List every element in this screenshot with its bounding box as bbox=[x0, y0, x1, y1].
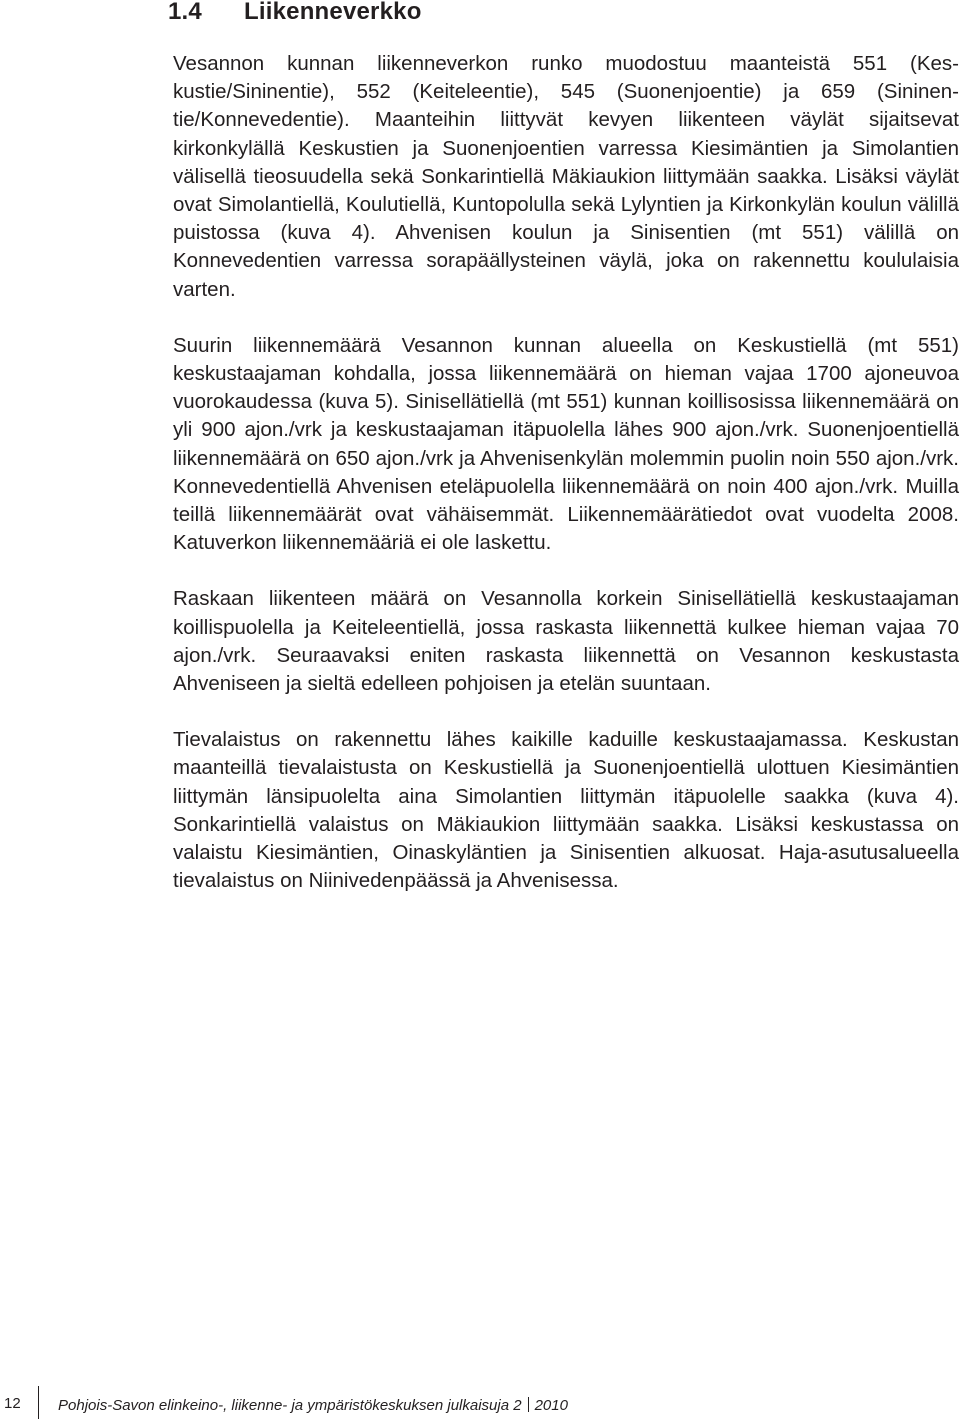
paragraph-street-lighting: Tievalaistus on rakennettu lähes kaikille kaduille keskustaajamassa. Keskustan maanteillä tievalaistusta on Keskustiellä ja Suonenjoentiellä ulottuen Kiesimäntien liittymän länsipuolelta aina Simolantien liittymän itäpuolelle saakka (kuva 4). Sonkarintiellä valaistus on Mäkiaukion liittymään saakka. Lisäksi keskustassa on valaistu Kiesimäntien, Oinaskyläntien ja Sinisentien alkuosat. Haja-asutusalueella tievalaistus on Niinivedenpäässä ja Ahvenisessa. bbox=[173, 728, 959, 893]
issue-number: 2 bbox=[513, 1397, 522, 1414]
publication-name: Pohjois-Savon elinkeino-, liikenne- ja ympäristökeskuksen julkaisuja bbox=[58, 1397, 510, 1414]
footer-divider bbox=[38, 1386, 39, 1419]
section-title: Liikenneverkko bbox=[244, 0, 422, 25]
section-number: 1.4 bbox=[168, 0, 202, 25]
paragraph-heavy-traffic: Raskaan liikenteen määrä on Vesannolla korkein Sinisellätiellä keskustaajaman koillispuolella ja Keiteleentiellä, jossa raskasta liikennettä kulkee hieman vajaa 70 ajon./vrk. Seuraavaksi eniten raskasta liikennettä on Vesannon keskustasta Ahveniseen ja sieltä edelleen pohjoisen ja etelän suuntaan. bbox=[173, 587, 959, 696]
issue-year: 2010 bbox=[534, 1397, 568, 1414]
paragraph-traffic-volume: Suurin liikennemäärä Vesannon kunnan alueella on Keskustiellä (mt 551) keskustaajaman kohdalla, jossa liikennemäärä on hieman vajaa 1700 ajoneuvoa vuorokaudessa (kuva 5). Sinisellätiellä (mt 551) kunnan koillisosissa liikennemäärä on yli 900 ajon./vrk ja keskustaajaman itäpuolella lähes 900 ajon./vrk. Suonenjoentiellä liikennemäärä on 650 ajon./vrk ja Ahvenisenkylän molemmin puolin noin 550 ajon./vrk. Konnevedentiellä Ahvenisen eteläpuolella liikennemäärä on noin 400 ajon./vrk. Muilla teillä liikennemäärät ovat vähäisemmät. Liikennemäärätiedot ovat vuodelta 2008. Katuverkon liikennemääriä ei ole laskettu. bbox=[173, 333, 959, 555]
paragraph-road-network: Vesannon kunnan liikenneverkon runko muodostuu maanteistä 551 (Keskustie/Sininentie), 552 (Keiteleentie), 545 (Suonenjoentie) ja 659 (Sininentie/Konnevedentie). Maanteihin liittyvät kevyen liikenteen väylät sijaitsevat kirkonkylällä Keskustien ja Suonenjoentien varressa Kiesimäntien ja Simolantien välisellä tieosuudella sekä Sonkarintiellä Mäkiaukion liittymään saakka. Lisäksi väylät ovat Simolantiellä, Koulutiellä, Kuntopolulla sekä Lylyntien ja Kirkonkylän koulun välillä puistossa (kuva 4). Ahvenisen koulun ja Sinisentien (mt 551) välillä on Konnevedentien varressa sorapäällysteinen väylä, joka on rakennettu koululaisia varten. bbox=[173, 52, 959, 301]
page-number: 12 bbox=[4, 1395, 21, 1412]
body-text bbox=[173, 50, 959, 923]
issue-separator bbox=[528, 1397, 529, 1412]
footer-publication bbox=[58, 1397, 568, 1414]
section-heading bbox=[168, 0, 422, 26]
